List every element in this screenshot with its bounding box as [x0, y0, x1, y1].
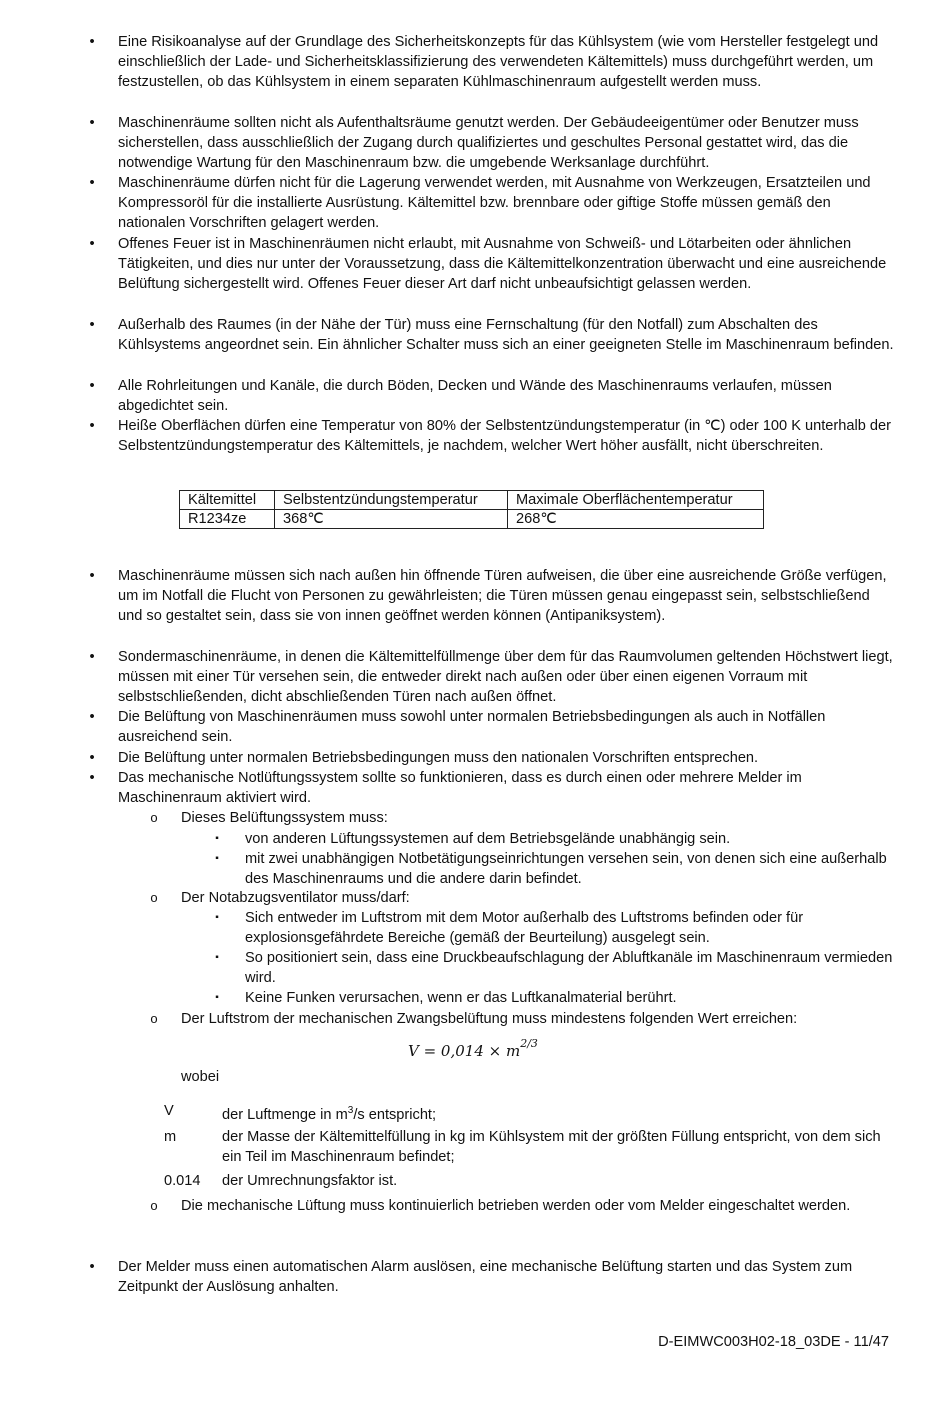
list-item-text: Eine Risikoanalyse auf der Grundlage des Sicherheitskonzepts für das Kühlsystem (wie vom Hersteller festgelegt und einschließlich der Lade- und Sicherheitsklassifizierung des verwendeten Kältemittels) muss durchgeführt werden, um festzustellen, ob das Kühlsystem in einem separaten Kühlmaschinenraum aufgestellt werden muss.	[118, 34, 879, 91]
refrigerant-table	[179, 490, 764, 529]
list-item-text: Maschinenräume sollten nicht als Aufenthaltsräume genutzt werden. Der Gebäudeeigentümer oder Benutzer muss sicherstellen, dass ausschließlich der Zugang durch qualifiziertes und geschultes Personal gestattet wird, das die notwendige Wartung für den Maschinenraum bzw. die umgebende Werksanlage durchführt.	[118, 115, 859, 172]
square-marker: ▪	[215, 992, 219, 1003]
bullet-marker: •	[89, 175, 95, 191]
table-cell: 268℃	[508, 510, 764, 529]
list-item-text: Das mechanische Notlüftungssystem sollte so funktionieren, dass es durch einen oder mehrere Melder im Maschinenraum aktiviert wird.	[118, 770, 802, 807]
list-item-text: Maschinenräume müssen sich nach außen hin öffnende Türen aufweisen, die über eine ausreichende Größe verfügen, um im Notfall die Flucht von Personen zu gewährleisten; die Türen müssen genau eingepasst sein, selbstschließend und so gestaltet sein, dass sie von innen geöffnet werden können (Antipaniksystem).	[118, 568, 887, 625]
definition-key: V	[164, 1103, 174, 1119]
sub-list-item-text: Dieses Belüftungssystem muss:	[181, 810, 388, 826]
bullet-marker: •	[89, 418, 95, 434]
nested-list-item-text: So positioniert sein, dass eine Druckbeaufschlagung der Abluftkanäle im Maschinenraum vermieden wird.	[245, 950, 893, 987]
circle-marker: o	[150, 890, 158, 905]
formula-text: V = 0,014 × m	[408, 1042, 521, 1060]
bullet-marker: •	[89, 709, 95, 725]
list-item-text: Alle Rohrleitungen und Kanäle, die durch Böden, Decken und Wände des Maschinenraums verlaufen, müssen abgedichtet sein.	[118, 378, 832, 415]
list-item-text: Außerhalb des Raumes (in der Nähe der Tür) muss eine Fernschaltung (für den Notfall) zum Abschalten des Kühlsystems angeordnet sein. Ein ähnlicher Schalter muss sich an einer geeigneten Stelle im Maschinenraum befinden.	[118, 317, 894, 354]
formula-exponent: 2/3	[520, 1037, 538, 1050]
circle-marker: o	[150, 810, 158, 825]
table-cell: 368℃	[275, 510, 508, 529]
bullet-marker: •	[89, 115, 95, 131]
circle-marker: o	[150, 1198, 158, 1213]
bullet-marker: •	[89, 1259, 95, 1275]
table-row	[180, 510, 764, 529]
page-footer: D-EIMWC003H02-18_03DE - 11/47	[658, 1334, 889, 1350]
list-item-text: Die Belüftung von Maschinenräumen muss sowohl unter normalen Betriebsbedingungen als auch in Notfällen ausreichend sein.	[118, 709, 826, 746]
definition-value: der Luftmenge in $m^3/s$ entspricht;	[222, 1105, 437, 1123]
list-item-text: Die Belüftung unter normalen Betriebsbedingungen muss den nationalen Vorschriften entsprechen.	[118, 750, 759, 766]
nested-list-item-text: mit zwei unabhängigen Notbetätigungseinrichtungen versehen sein, von denen sich eine außerhalb des Maschinenraums und die andere darin befindet.	[245, 851, 887, 888]
definition-value: der Umrechnungsfaktor ist.	[222, 1173, 398, 1189]
bullet-marker: •	[89, 236, 95, 252]
nested-list-item-text: Keine Funken verursachen, wenn er das Luftkanalmaterial berührt.	[245, 990, 677, 1006]
table-header-row	[180, 491, 764, 510]
bullet-marker: •	[89, 750, 95, 766]
square-marker: ▪	[215, 912, 219, 923]
nested-list-item-text: von anderen Lüftungssystemen auf dem Betriebsgelände unabhängig sein.	[245, 831, 731, 847]
definition-value: der Masse der Kältemittelfüllung in kg im Kühlsystem mit der größten Füllung entspricht, von dem sich ein Teil im Maschinenraum befindet;	[222, 1129, 881, 1166]
list-item-text: Heiße Oberflächen dürfen eine Temperatur von 80% der Selbstentzündungstemperatur (in ℃) oder 100 K unterhalb der Selbstentzündungstemperatur des Kältemittels, je nachdem, welcher Wert höher ausfällt, nicht überschreiten.	[118, 418, 892, 455]
circle-marker: o	[150, 1011, 158, 1026]
wobei-label: wobei	[181, 1069, 220, 1085]
list-item-text: Offenes Feuer ist in Maschinenräumen nicht erlaubt, mit Ausnahme von Schweiß- und Lötarbeiten oder ähnlichen Tätigkeiten, und dies nur unter der Voraussetzung, dass die Kältemittelkonzentration überwacht und eine ausreichende Belüftung sichergestellt wird. Offenes Feuer dieser Art darf nicht unbeaufsichtigt gelassen werden.	[118, 236, 887, 293]
table-cell: R1234ze	[180, 510, 275, 529]
square-marker: ▪	[215, 833, 219, 844]
bullet-marker: •	[89, 770, 95, 786]
definition-key: m	[164, 1129, 177, 1145]
square-marker: ▪	[215, 853, 219, 864]
table-header-cell: Kältemittel	[180, 491, 275, 510]
table-header-cell: Maximale Oberflächentemperatur	[508, 491, 764, 510]
bullet-marker: •	[89, 568, 95, 584]
square-marker: ▪	[215, 952, 219, 963]
table-header-cell: Selbstentzündungstemperatur	[275, 491, 508, 510]
bullet-marker: •	[89, 378, 95, 394]
list-item-text: Der Melder muss einen automatischen Alarm auslösen, eine mechanische Belüftung starten und das System zum Zeitpunkt der Auslösung anhalten.	[118, 1259, 853, 1296]
sub-list-item-text: Die mechanische Lüftung muss kontinuierlich betrieben werden oder vom Melder eingeschaltet werden.	[181, 1198, 851, 1214]
list-item-text: Sondermaschinenräume, in denen die Kältemittelfüllmenge über dem für das Raumvolumen geltenden Höchstwert liegt, müssen mit einer Tür versehen sein, die entweder direkt nach außen oder über einen eigenen Vorraum mit selbstschließenden, dicht abschließenden Türen nach außen öffnet.	[118, 649, 893, 706]
bullet-marker: •	[89, 317, 95, 333]
sub-list-item-text: Der Luftstrom der mechanischen Zwangsbelüftung muss mindestens folgenden Wert erreichen:	[181, 1011, 798, 1027]
airflow-formula	[408, 1037, 538, 1060]
bullet-marker: •	[89, 34, 95, 50]
nested-list-item-text: Sich entweder im Luftstrom mit dem Motor außerhalb des Luftstroms befinden oder für explosionsgefährdete Bereiche (gemäß der Beurteilung) ausgelegt sein.	[245, 910, 804, 947]
bullet-marker: •	[89, 649, 95, 665]
sub-list-item-text: Der Notabzugsventilator muss/darf:	[181, 890, 410, 906]
definition-key: 0.014	[164, 1173, 201, 1189]
list-item-text: Maschinenräume dürfen nicht für die Lagerung verwendet werden, mit Ausnahme von Werkzeugen, Ersatzteilen und Kompressoröl für die installierte Ausrüstung. Kältemittel bzw. brennbare oder giftige Stoffe müssen gemäß den nationalen Vorschriften gelagert werden.	[118, 175, 871, 232]
